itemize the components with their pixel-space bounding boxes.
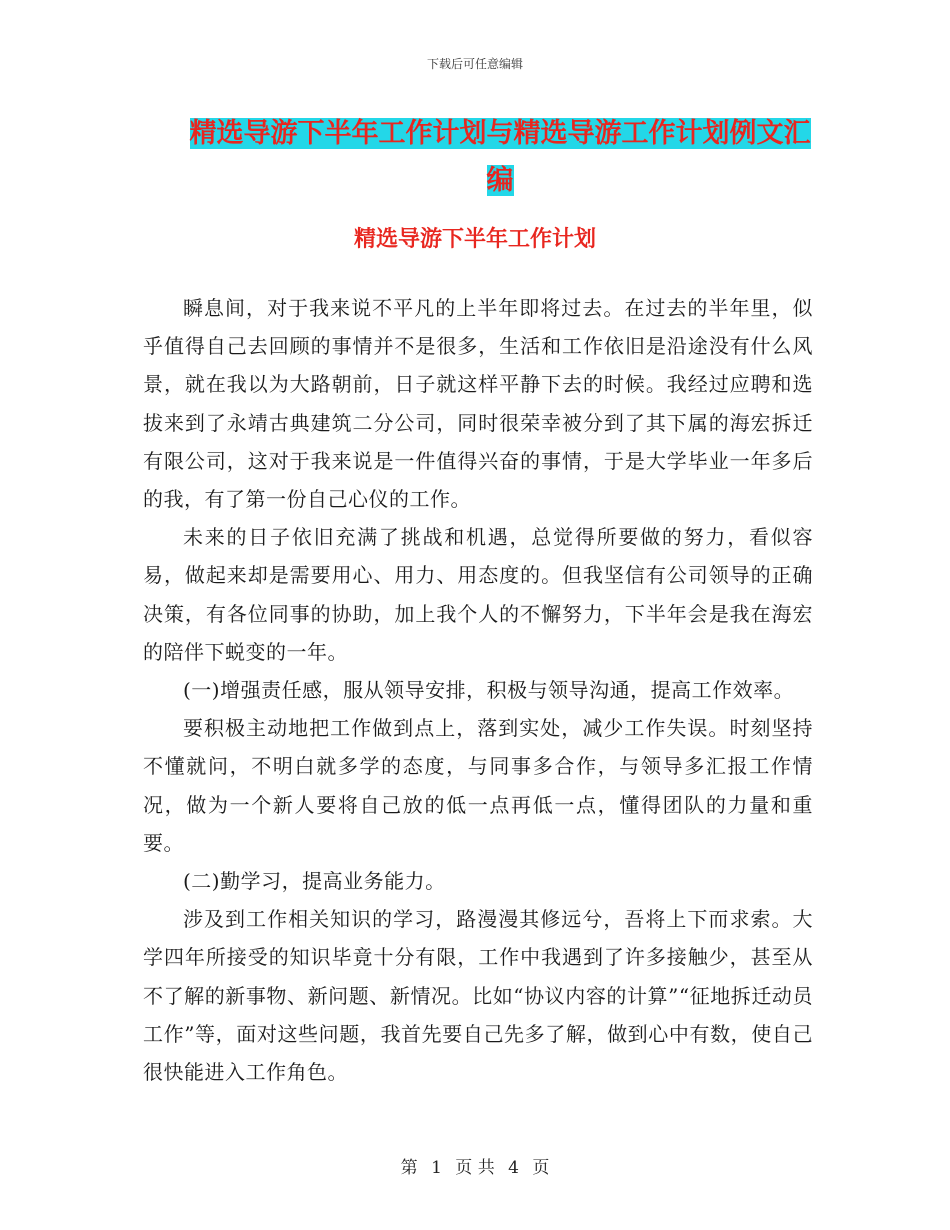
body-text xyxy=(143,289,813,1091)
footer-prefix: 第 xyxy=(400,1158,418,1178)
footer-total-pages: 4 xyxy=(508,1158,519,1178)
section-title: 精选导游下半年工作计划 xyxy=(353,227,596,252)
document-title-line2: 编 xyxy=(486,165,514,196)
footer-suffix: 页 xyxy=(532,1158,550,1178)
footer-middle: 页 共 xyxy=(455,1158,495,1178)
page-footer xyxy=(0,1153,950,1178)
document-title xyxy=(150,110,850,204)
paragraph: (一)增强责任感，服从领导安排，积极与领导沟通，提高工作效率。 xyxy=(183,678,795,703)
paragraph: 要积极主动地把工作做到点上，落到实处，减少工作失误。时刻坚持不懂就问，不明白就多学的态度，与同事多合作，与领导多汇报工作情况，做为一个新人要将自己放的低一点再低一点，懂得团队的力量和重要。 xyxy=(143,716,813,855)
paragraph: (二)勤学习，提高业务能力。 xyxy=(183,869,446,894)
paragraph: 未来的日子依旧充满了挑战和机遇，总觉得所要做的努力，看似容易，做起来却是需要用心、用力、用态度的。但我坚信有公司领导的正确决策，有各位同事的协助，加上我个人的不懈努力，下半年会是我在海宏的陪伴下蜕变的一年。 xyxy=(143,525,813,664)
document-title-line1: 精选导游下半年工作计划与精选导游工作计划例文汇 xyxy=(189,118,811,149)
paragraph: 涉及到工作相关知识的学习，路漫漫其修远兮，吾将上下而求索。大学四年所接受的知识毕竟十分有限，工作中我遇到了许多接触少，甚至从不了解的新事物、新问题、新情况。比如“协议内容的计算”“征地拆迁动员工作”等，面对这些问题，我首先要自己先多了解，做到心中有数，使自己很快能进入工作角色。 xyxy=(143,907,813,1085)
header-note: 下载后可任意编辑 xyxy=(426,57,523,71)
footer-page-number: 1 xyxy=(431,1158,442,1178)
paragraph: 瞬息间，对于我来说不平凡的上半年即将过去。在过去的半年里，似乎值得自己去回顾的事情并不是很多，生活和工作依旧是沿途没有什么风景，就在我以为大路朝前，日子就这样平静下去的时候。我经过应聘和选拔来到了永靖古典建筑二分公司，同时很荣幸被分到了其下属的海宏拆迁有限公司，这对于我来说是一件值得兴奋的事情，于是大学毕业一年多后的我，有了第一份自己心仪的工作。 xyxy=(143,296,813,512)
